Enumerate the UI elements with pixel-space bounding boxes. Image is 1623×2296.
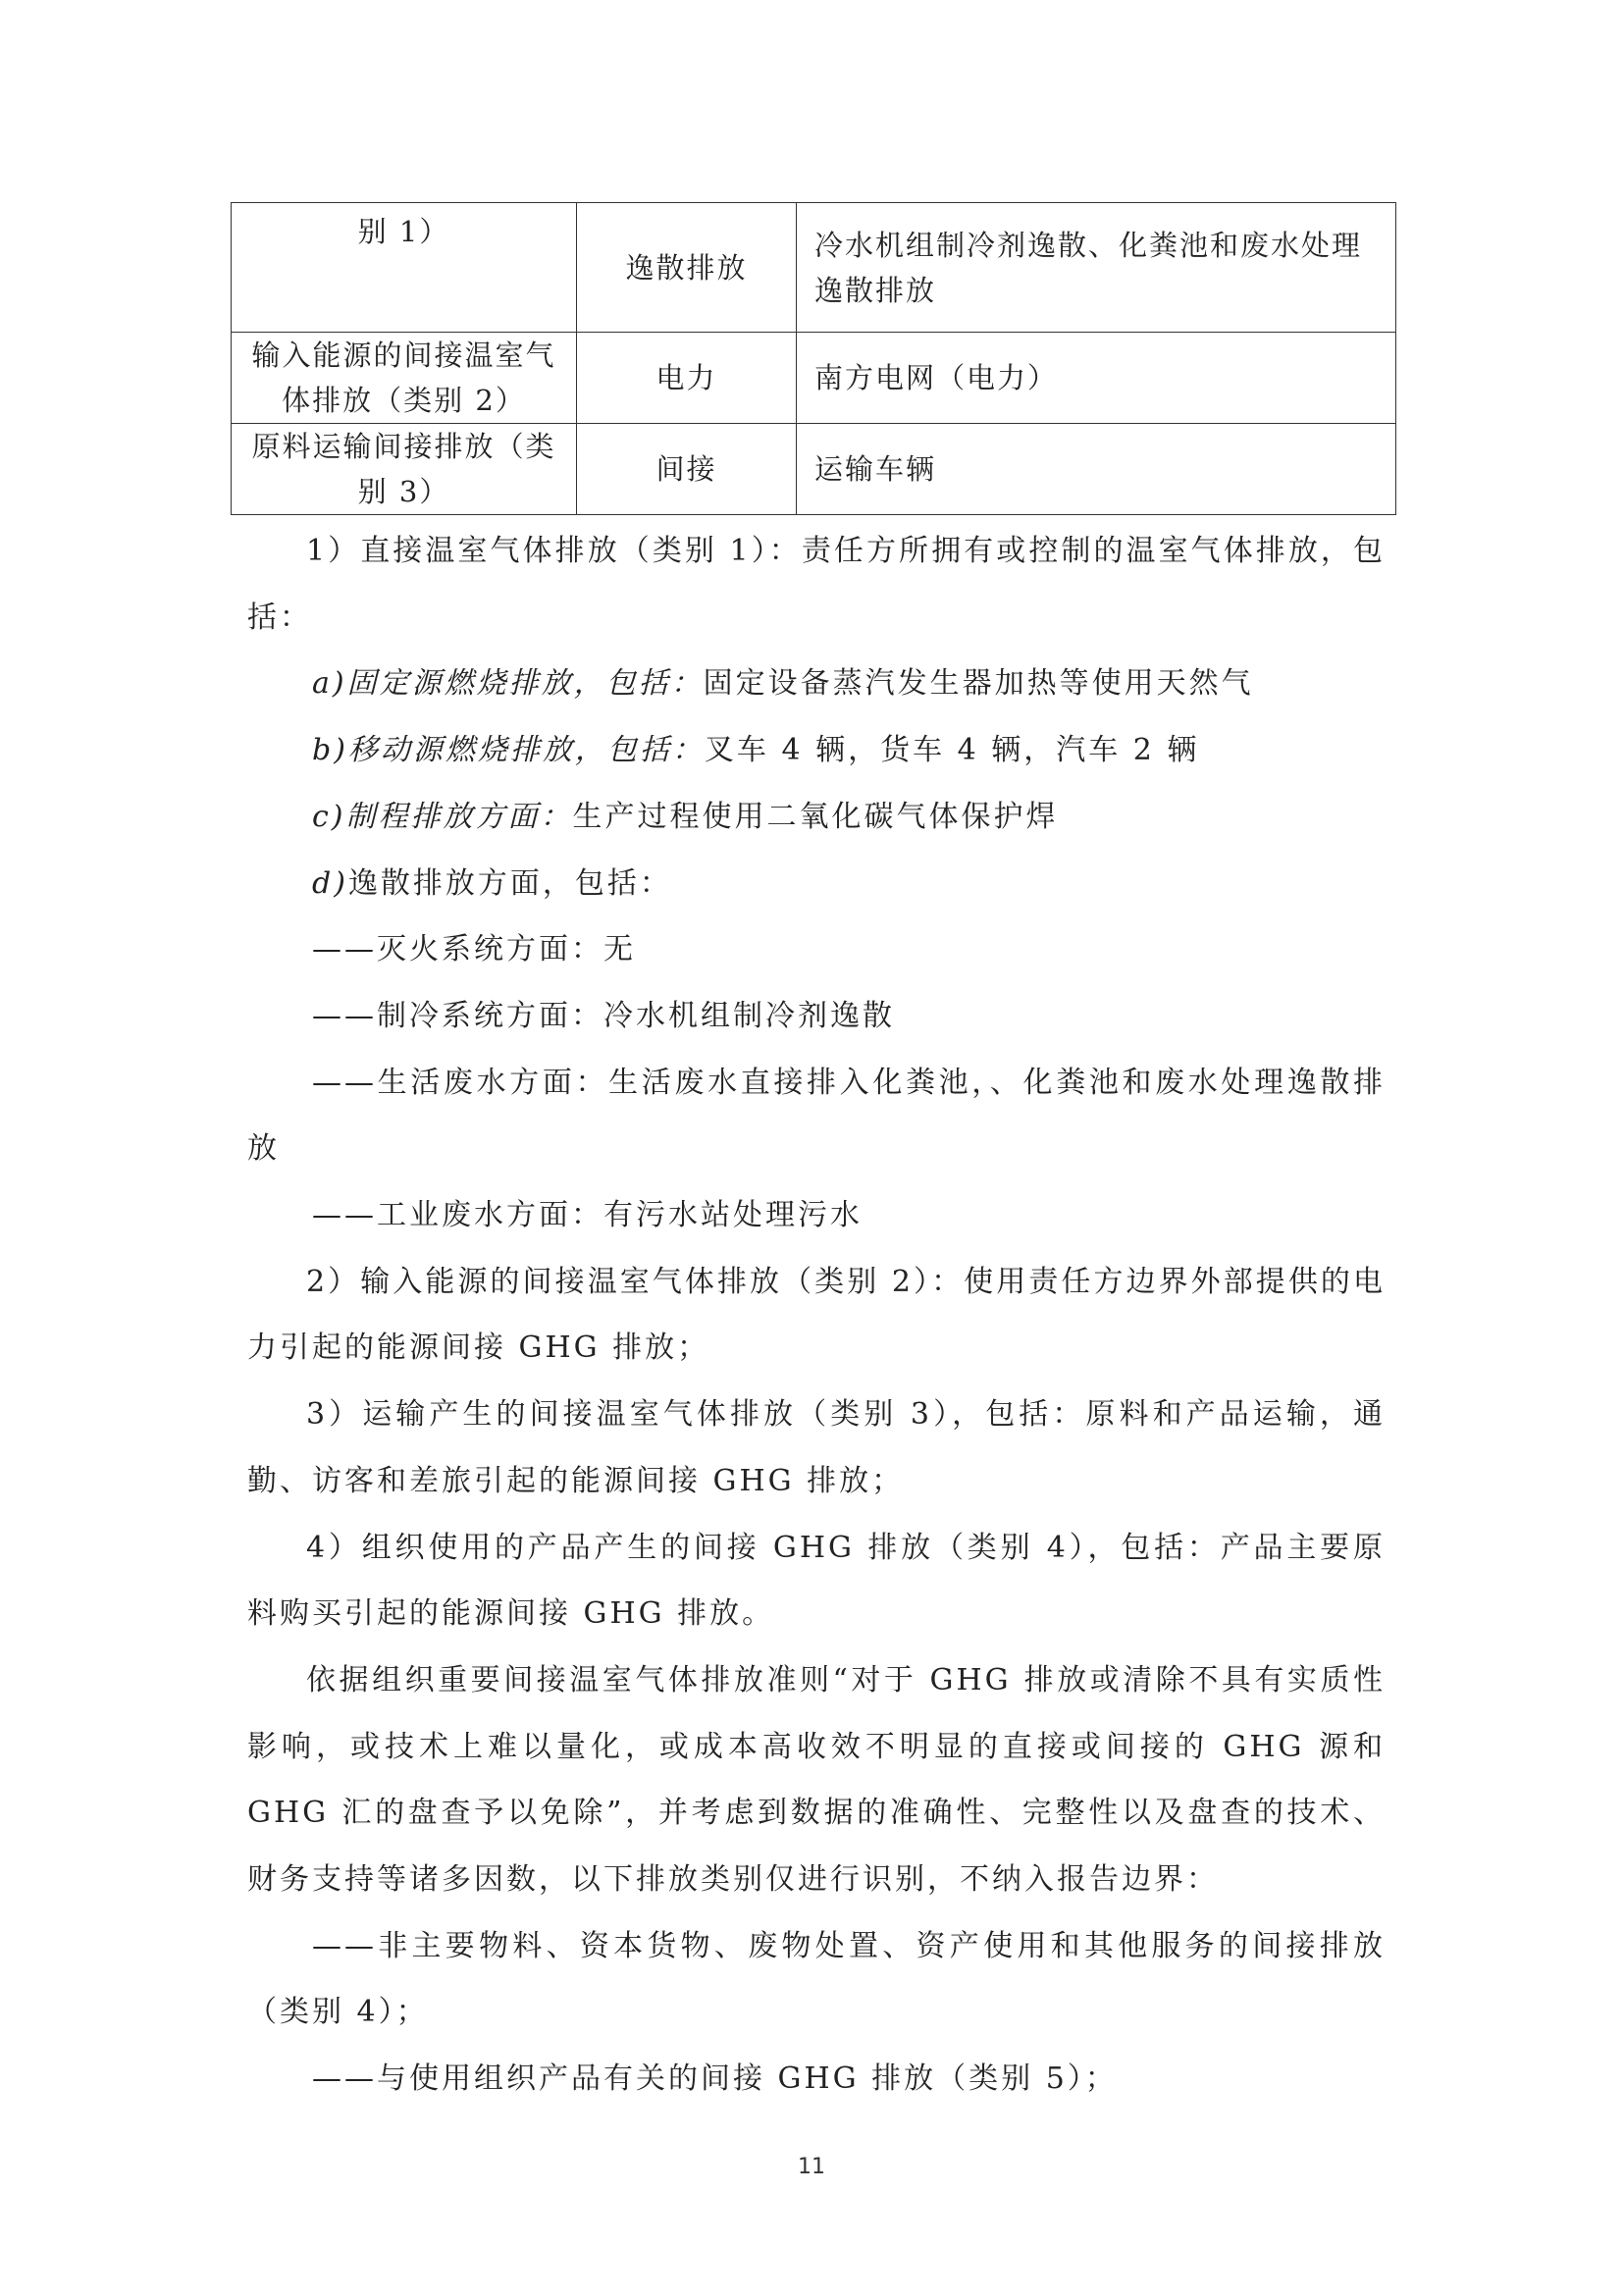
table-cell-category: 原料运输间接排放（类别 3） <box>232 424 577 515</box>
table-cell-source: 南方电网（电力） <box>797 333 1396 424</box>
table-cell-type: 电力 <box>577 333 797 424</box>
item-d-label: d) <box>312 865 348 901</box>
dash-item-domestic-wastewater: ——生活废水方面：生活废水直接排入化粪池，、化粪池和废水处理逸散排放 <box>247 1065 1386 1167</box>
item-b-text: 叉车 4 辆，货车 4 辆，汽车 2 辆 <box>704 733 1200 768</box>
item-c-text: 生产过程使用二氧化碳气体保护焊 <box>572 799 1059 834</box>
page-number: 11 <box>798 2155 825 2179</box>
dash-item-excluded-cat5: ——与使用组织产品有关的间接 GHG 排放（类别 5）； <box>312 2061 1118 2097</box>
table-cell-category: 别 1） <box>232 203 577 333</box>
item-c-label: c)制程排放方面： <box>312 799 573 834</box>
dash-item-industrial-wastewater: ——工业废水方面：有污水站处理污水 <box>312 1198 863 1233</box>
table-row <box>232 333 1396 424</box>
table-row <box>232 203 1396 333</box>
table-cell-type: 逸散排放 <box>577 203 797 333</box>
item-d-text: 逸散排放方面，包括： <box>347 865 672 901</box>
paragraph-scope2: 2）输入能源的间接温室气体排放（类别 2）：使用责任方边界外部提供的电力引起的能源间接 GHG 排放； <box>247 1264 1386 1366</box>
table-cell-source: 运输车辆 <box>797 424 1396 515</box>
item-b <box>247 717 1386 784</box>
item-d <box>247 851 1386 917</box>
table-cell-type: 间接 <box>577 424 797 515</box>
item-a <box>247 651 1386 717</box>
table-cell-category: 输入能源的间接温室气体排放（类别 2） <box>232 333 577 424</box>
dash-item-refrigeration: ——制冷系统方面：冷水机组制冷剂逸散 <box>312 998 895 1033</box>
paragraph-scope1: 1）直接温室气体排放（类别 1）：责任方所拥有或控制的温室气体排放，包括： <box>247 534 1386 635</box>
item-c <box>247 784 1386 851</box>
item-a-text: 固定设备蒸汽发生器加热等使用天然气 <box>703 666 1254 702</box>
paragraph-scope3: 3）运输产生的间接温室气体排放（类别 3），包括：原料和产品运输，通勤、访客和差旅引起的能源间接 GHG 排放； <box>247 1397 1386 1498</box>
dash-item-excluded-cat4: ——非主要物料、资本货物、废物处置、资产使用和其他服务的间接排放（类别 4）； <box>247 1928 1386 2030</box>
item-b-label: b)移动源燃烧排放，包括： <box>312 733 705 768</box>
body-text <box>247 518 1386 2113</box>
item-a-label: a)固定源燃烧排放，包括： <box>312 666 704 702</box>
table-cell-source: 冷水机组制冷剂逸散、化粪池和废水处理逸散排放 <box>797 203 1396 333</box>
paragraph-exemption-criteria: 依据组织重要间接温室气体排放准则“对于 GHG 排放或清除不具有实质性影响，或技术上难以量化，或成本高收效不明显的直接或间接的 GHG 源和 GHG 汇的盘查予以免除”，并考虑到数据的准确性、完整性以及盘查的技术、财务支持等诸多因数，以下排放类别仅进行识别，不纳入报告边界： <box>247 1662 1386 1898</box>
dash-item-fire: ——灭火系统方面：无 <box>312 932 636 967</box>
paragraph-scope4: 4）组织使用的产品产生的间接 GHG 排放（类别 4），包括：产品主要原料购买引起的能源间接 GHG 排放。 <box>247 1530 1386 1632</box>
table-row <box>232 424 1396 515</box>
emission-source-table <box>231 202 1396 515</box>
